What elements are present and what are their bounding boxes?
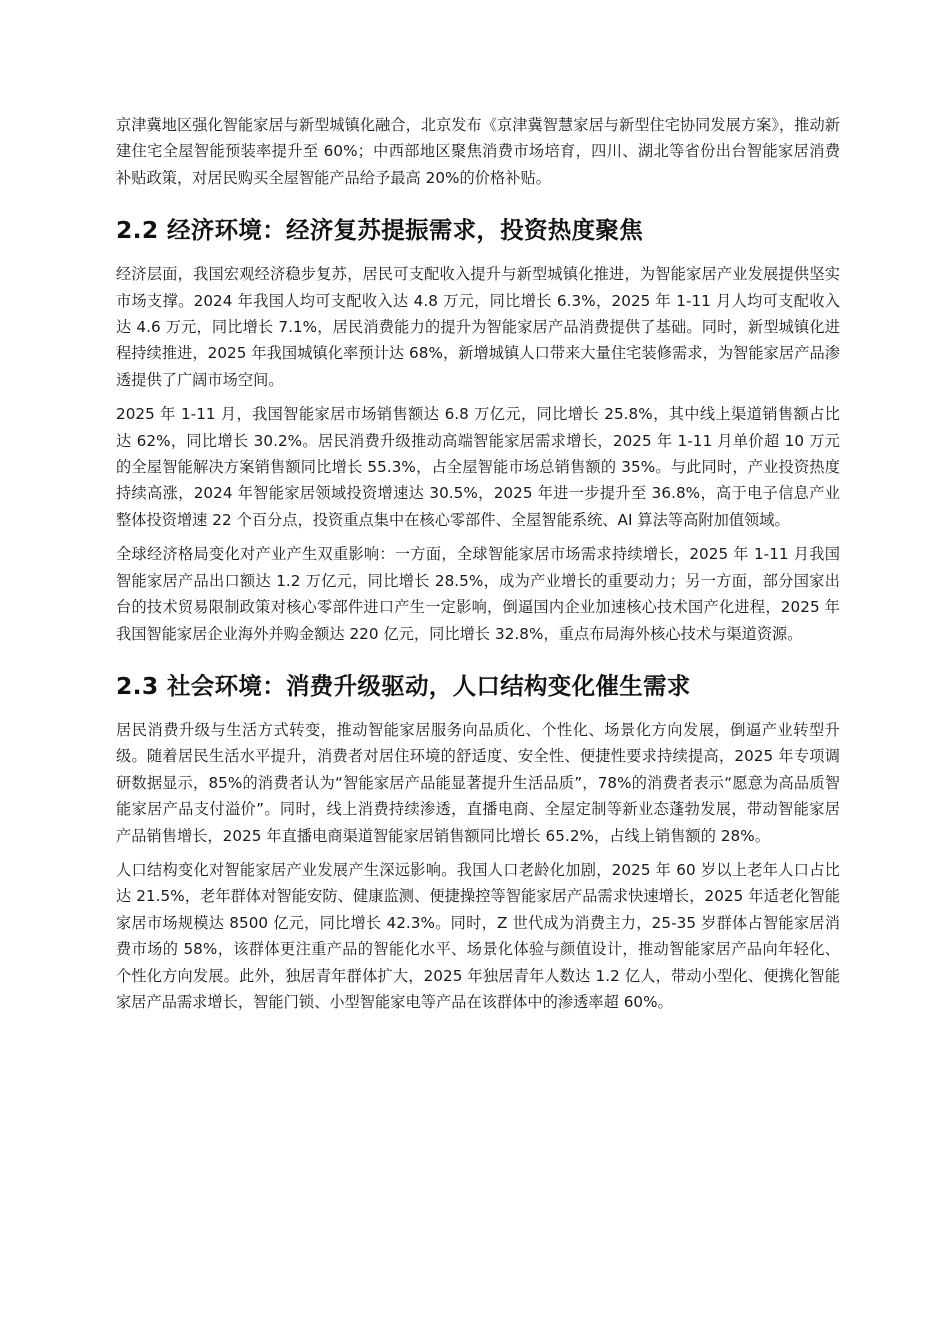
section-2-3-heading: 2.3 社会环境：消费升级驱动，人口结构变化催生需求: [116, 671, 691, 700]
section-2-2-paragraph-2: 2025 年 1-11 月，我国智能家居市场销售额达 6.8 万亿元，同比增长 25.8%，其中线上渠道销售额占比达 62%，同比增长 30.2%。居民消费升级推动高端智能家居需求增长，2025 年 1-11 月单价超 10 万元的全屋智能解决方案销售额同比增长 55.3%，占全屋智能市场总销售额的 35%。与此同时，产业投资热度持续高涨，2024 年智能家居领域投资增速达 30.5%，2025 年进一步提升至 36.8%，高于电子信息产业整体投资增速 22 个百分点，投资重点集中在核心零部件、全屋智能系统、AI 算法等高附加值领域。: [116, 405, 840, 529]
section-2-3-paragraph-1: 居民消费升级与生活方式转变，推动智能家居服务向品质化、个性化、场景化方向发展，倒逼产业转型升级。随着居民生活水平提升，消费者对居住环境的舒适度、安全性、便捷性要求持续提高，2025 年专项调研数据显示，85%的消费者认为“智能家居产品能显著提升生活品质”，78%的消费者表示“愿意为高品质智能家居产品支付溢价”。同时，线上消费持续渗透，直播电商、全屋定制等新业态蓬勃发展，带动智能家居产品销售增长，2025 年直播电商渠道智能家居销售额同比增长 65.2%，占线上销售额的 28%。: [116, 720, 840, 845]
intro-paragraph: 京津冀地区强化智能家居与新型城镇化融合，北京发布《京津冀智慧家居与新型住宅协同发展方案》，推动新建住宅全屋智能预装率提升至 60%；中西部地区聚焦消费市场培育，四川、湖北等省份出台智能家居消费补贴政策，对居民购买全屋智能产品给予最高 20%的价格补贴。: [116, 116, 840, 187]
section-2-3-paragraph-2: 人口结构变化对智能家居产业发展产生深远影响。我国人口老龄化加剧，2025 年 60 岁以上老年人口占比达 21.5%，老年群体对智能安防、健康监测、便捷操控等智能家居产品需求快速增长，2025 年适老化智能家居市场规模达 8500 亿元，同比增长 42.3%。同时，Z 世代成为消费主力，25-35 岁群体占智能家居消费市场的 58%，该群体更注重产品的智能化水平、场景化体验与颜值设计，推动智能家居产品向年轻化、个性化方向发展。此外，独居青年群体扩大，2025 年独居青年人数达 1.2 亿人，带动小型化、便携化智能家居产品需求增长，智能门锁、小型智能家电等产品在该群体中的渗透率超 60%。: [116, 860, 840, 1011]
section-2-2-paragraph-3: 全球经济格局变化对产业产生双重影响：一方面，全球智能家居市场需求持续增长，2025 年 1-11 月我国智能家居产品出口额达 1.2 万亿元，同比增长 28.5%，成为产业增长的重要动力；另一方面，部分国家出台的技术贸易限制政策对核心零部件进口产生一定影响，倒逼国内企业加速核心技术国产化进程，2025 年我国智能家居企业海外并购金额达 220 亿元，同比增长 32.8%，重点布局海外核心技术与渠道资源。: [116, 545, 840, 643]
section-2-2-heading: 2.2 经济环境：经济复苏提振需求，投资热度聚焦: [116, 216, 644, 245]
section-2-2-paragraph-1: 经济层面，我国宏观经济稳步复苏，居民可支配收入提升与新型城镇化推进，为智能家居产业发展提供坚实市场支撑。2024 年我国人均可支配收入达 4.8 万元，同比增长 6.3%，2025 年 1-11 月人均可支配收入达 4.6 万元，同比增长 7.1%，居民消费能力的提升为智能家居产品消费提供了基础。同时，新型城镇化进程持续推进，2025 年我国城镇化率预计达 68%，新增城镇人口带来大量住宅装修需求，为智能家居产品渗透提供了广阔市场空间。: [116, 265, 840, 389]
document-page: [116, 112, 840, 1023]
